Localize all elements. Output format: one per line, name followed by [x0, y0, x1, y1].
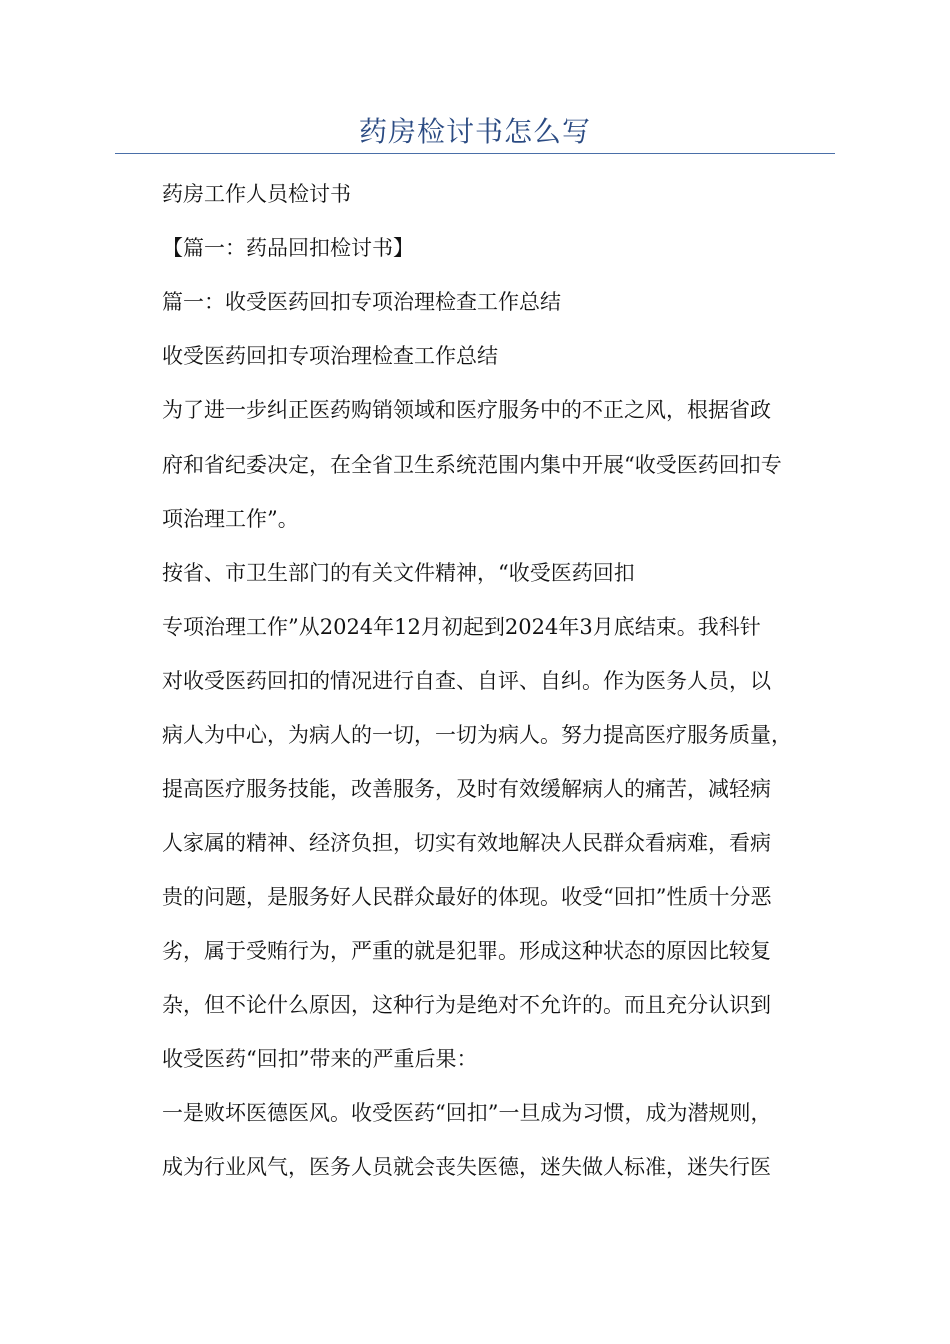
paragraph-line: 劣，属于受贿行为，严重的就是犯罪。形成这种状态的原因比较复	[162, 939, 771, 963]
paragraph-line: 成为行业风气，医务人员就会丧失医德，迷失做人标准，迷失行医	[162, 1155, 771, 1179]
subtitle-line: 药房工作人员检讨书	[162, 182, 351, 206]
paragraph-line: 专项治理工作”从2024年12月初起到2024年3月底结束。我科针	[162, 615, 761, 639]
paragraph-line: 项治理工作”。	[162, 507, 299, 531]
section-heading: 【篇一：药品回扣检讨书】	[162, 236, 414, 260]
paragraph-line: 杂，但不论什么原因，这种行为是绝对不允许的。而且充分认识到	[162, 993, 771, 1017]
paragraph-line: 按省、市卫生部门的有关文件精神，“收受医药回扣	[162, 561, 635, 585]
paragraph-line: 收受医药“回扣”带来的严重后果：	[162, 1047, 478, 1071]
title-underline	[115, 153, 835, 154]
paragraph-line: 提高医疗服务技能，改善服务，及时有效缓解病人的痛苦，减轻病	[162, 777, 771, 801]
paragraph-line: 为了进一步纠正医药购销领域和医疗服务中的不正之风，根据省政	[162, 398, 771, 422]
page-title: 药房检讨书怎么写	[358, 115, 591, 148]
paragraph-line: 一是败坏医德医风。收受医药“回扣”一旦成为习惯，成为潜规则，	[162, 1101, 772, 1125]
paragraph-line: 对收受医药回扣的情况进行自查、自评、自纠。作为医务人员，以	[162, 669, 771, 693]
paragraph-line: 府和省纪委决定，在全省卫生系统范围内集中开展“收受医药回扣专	[162, 453, 782, 477]
section-heading: 收受医药回扣专项治理检查工作总结	[162, 344, 498, 368]
paragraph-line: 病人为中心，为病人的一切，一切为病人。努力提高医疗服务质量，	[162, 723, 792, 747]
section-heading: 篇一：收受医药回扣专项治理检查工作总结	[162, 290, 561, 314]
paragraph-line: 贵的问题，是服务好人民群众最好的体现。收受“回扣”性质十分恶	[162, 885, 772, 909]
paragraph-line: 人家属的精神、经济负担，切实有效地解决人民群众看病难，看病	[162, 831, 771, 855]
